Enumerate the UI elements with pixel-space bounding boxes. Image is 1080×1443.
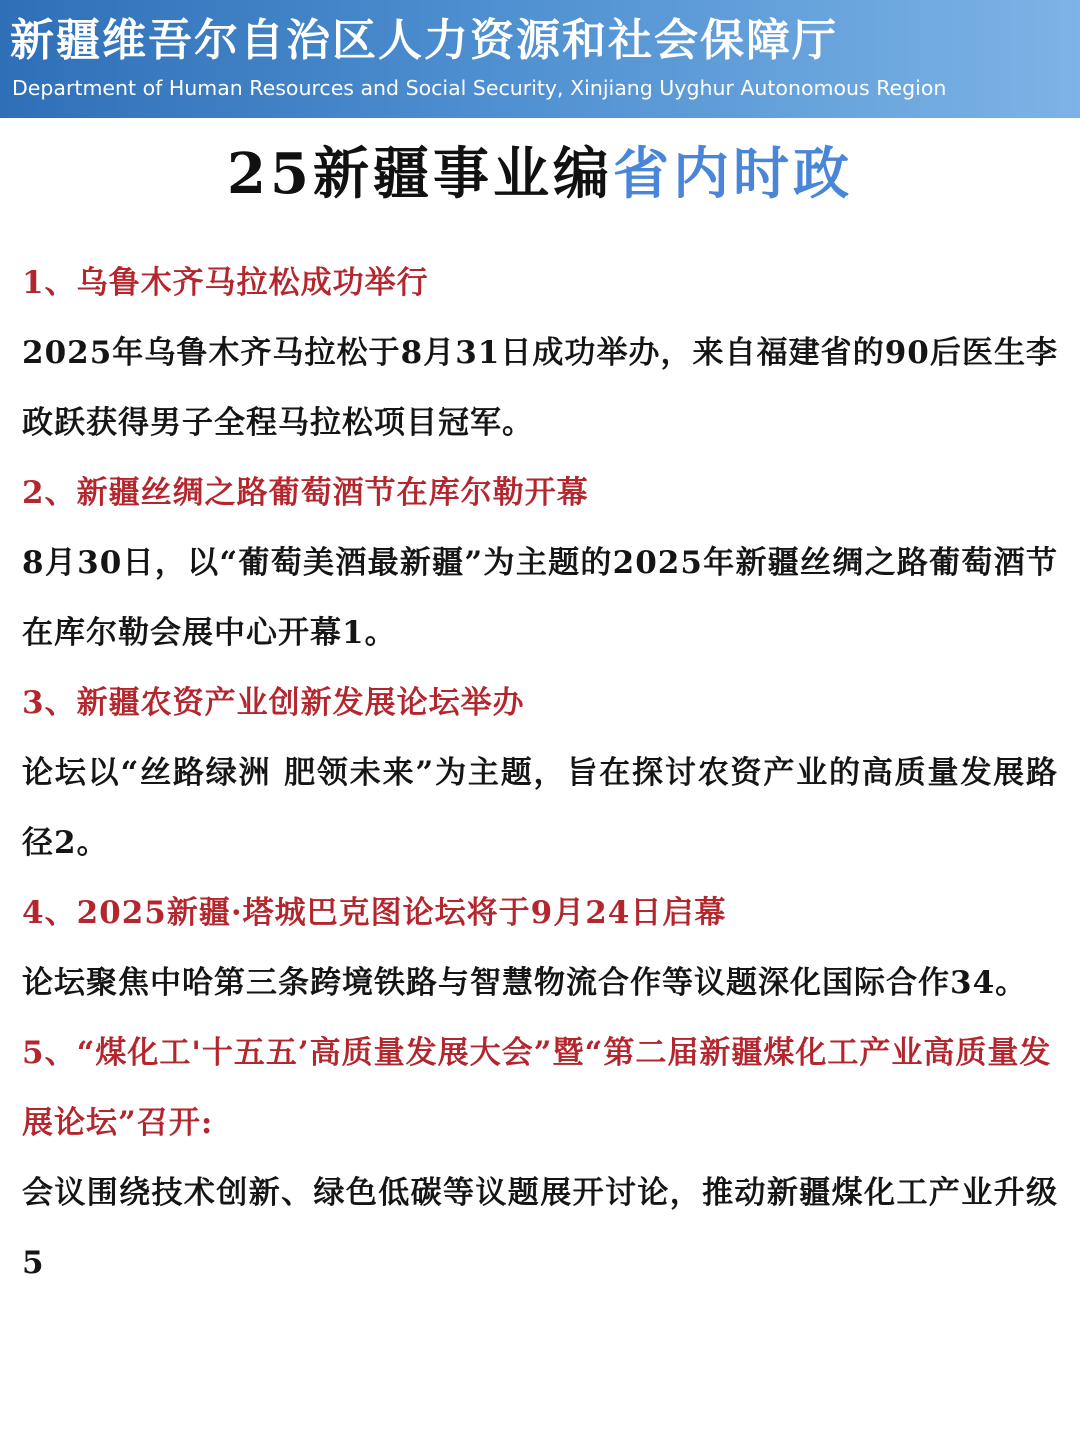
page-title [0,136,1080,212]
news-item-3-body: 论坛以“丝路绿洲 肥领未来”为主题，旨在探讨农资产业的高质量发展路径2。 [22,755,1058,861]
news-item-1-body: 2025年乌鲁木齐马拉松于8月31日成功举办，来自福建省的90后医生李政跃获得男子全程马拉松项目冠军。 [22,335,1058,441]
header-title: 新疆维吾尔自治区人力资源和社会保障厅 [10,15,838,66]
news-item-3-heading: 3、新疆农资产业创新发展论坛举办 [22,685,525,721]
page-title-main: 25新疆事业编 [227,141,613,207]
news-item-5-heading: 5、“煤化工'十五五’高质量发展大会”暨“第二届新疆煤化工产业高质量发展论坛”召开: [22,1035,1052,1141]
news-item-1-heading: 1、乌鲁木齐马拉松成功举行 [22,265,429,301]
news-item-4-heading: 4、2025新疆·塔城巴克图论坛将于9月24日启幕 [22,895,727,931]
news-list [22,248,1058,1298]
news-item-5-body: 会议围绕技术创新、绿色低碳等议题展开讨论，推动新疆煤化工产业升级5 [22,1175,1058,1281]
header-subtitle: Department of Human Resources and Social Security, Xinjiang Uyghur Autonomous Region [12,76,947,100]
header-banner [0,0,1080,118]
page-title-accent: 省内时政 [612,141,853,207]
news-item-2-heading: 2、新疆丝绸之路葡萄酒节在库尔勒开幕 [22,475,589,511]
news-item-4-body: 论坛聚焦中哈第三条跨境铁路与智慧物流合作等议题深化国际合作34。 [22,965,1028,1001]
news-item-2-body: 8月30日，以“葡萄美酒最新疆”为主题的2025年新疆丝绸之路葡萄酒节在库尔勒会展中心开幕1。 [22,545,1058,651]
